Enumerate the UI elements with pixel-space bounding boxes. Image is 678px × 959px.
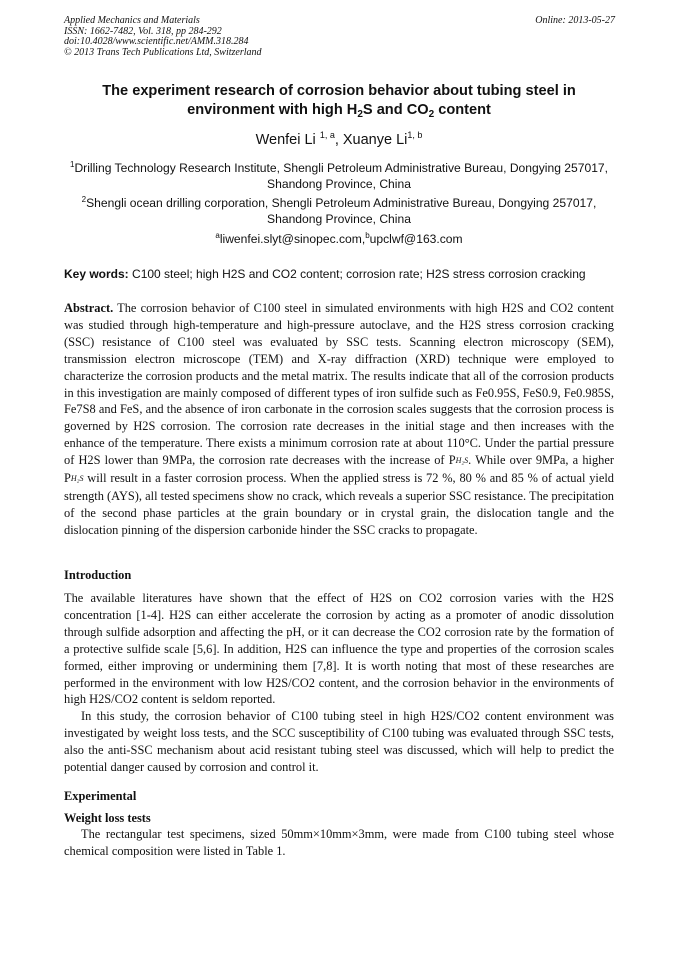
author-list: Wenfei Li $^{1, a}$, Xuanye Li$^{1, b}$ [255, 130, 423, 148]
abstract-label: Abstract. [64, 301, 114, 315]
author-1: Wenfei Li [255, 132, 320, 148]
keywords-label: Key words: [64, 267, 129, 281]
experimental-paragraph-1: The rectangular test specimens, sized 50mm×10mm×3mm, were made from C100 tubing steel whose chemical composition were listed in Table 1. [64, 827, 614, 858]
email-link-b[interactable]: upclwf@163.com [369, 232, 463, 246]
affiliation-1: $^1$Drilling Technology Research Institute, Shengli Petroleum Administrative Bureau, Dongying 257017, Shandong Province, China [70, 160, 609, 191]
abstract: Abstract. The corrosion behavior of C100 steel in simulated environments with high H2S and CO2 content was studied through high-temperature and high-pressure autoclave, and the H2S stress corrosion cracking (SSC) resistance of C100 steel was evaluated by SSC tests. Scanning electron microscopy (SEM), transmission electron microscope (TEM) and X-ray diffraction (XRD) technique were employed to characterize the corrosion products and the metal matrix. The results indicate that all of the corrosion products in this investigation are mainly composed of different types of iron sulfide such as Fe0.95S, FeS0.9, Fe0.985S, Fe7S8 and FeS, and the absence of iron carbonate in the corrosion scales suggests that the corrosion process is governed by H2S corrosion. The corrosion rate decreases in the initial stage and then increases with the enhance of the temperature. There exists a minimum corrosion rate at about 110°C. Under the partial pressure of H2S lower than 9MPa, the corrosion rate decreases with the increase of PH₂S. While over 9MPa, a higher PH₂S will result in a faster corrosion process. When the applied stress is 72 %, 80 % and 85 % of actual yield strength (AYS), all tested specimens show no crack, which reveals a superior SSC resistance. The precipitation of the second phase particles at the grain boundary or in crystal grain, the dislocation tangle and the dislocation pinning of the dispersion carbonide hinder the SSC cracks to propagate. [64, 301, 614, 537]
author-2: , Xuanye Li [334, 132, 408, 148]
affiliation-2: $^2$Shengli ocean drilling corporation, Shengli Petroleum Administrative Bureau, Dongying 257017, Shandong Province, China [81, 195, 597, 226]
weight-loss-subheading: Weight loss tests [64, 811, 151, 825]
copyright-line: © 2013 Trans Tech Publications Ltd, Switzerland [64, 46, 262, 58]
intro-paragraph-2: In this study, the corrosion behavior of C100 tubing steel in high H2S/CO2 content environment was investigated by weight loss tests, and the SCC susceptibility of C100 tubing was evaluated through SSC tests, also the anti-SSC mechanism about acid resistant tubing steel was discussed, which will help to predict the potential danger caused by corrosion and control it. [64, 709, 614, 775]
issn-line: ISSN: 1662-7482, Vol. 318, pp 284-292 [64, 25, 222, 37]
keywords-text: C100 steel; high H2S and CO2 content; corrosion rate; H2S stress corrosion cracking [128, 267, 586, 281]
online-date: Online: 2013-05-27 [535, 15, 615, 26]
journal-header [64, 16, 262, 58]
author-emails: $^a$liwenfei.slyt@sinopec.com,$^b$upclwf@163.com [215, 231, 463, 246]
journal-name: Applied Mechanics and Materials [64, 15, 200, 26]
email-link-a[interactable]: liwenfei.slyt@sinopec.com, [219, 232, 366, 246]
title-line-2: environment with high $H_2S$ and $CO_2$ content [187, 102, 491, 120]
introduction-heading: Introduction [64, 568, 132, 582]
keywords [64, 267, 616, 282]
paper-title [60, 82, 618, 120]
experimental-body [64, 826, 614, 860]
intro-paragraph-1: The available literatures have shown that the effect of H2S on CO2 corrosion varies with the H2S concentration [1-4]. H2S can either accelerate the corrosion by acting as a promoter of anodic dissolution through sulfide adsorption and affecting the pH, or it can decrease the CO2 corrosion rate by the formation of a protective sulfide scale [5,6]. In addition, H2S can influence the type and properties of the corrosion scales formed, either improving or undermining them [7,8]. It is worth noting that most of these researches are performed in the environment with low H2S/CO2 content, and the corrosion behavior in the environments of high H2S/CO2 content is seldom reported. [64, 591, 614, 707]
experimental-heading: Experimental [64, 789, 137, 803]
title-line-1: The experiment research of corrosion behavior about tubing steel in [102, 83, 576, 99]
introduction-body [64, 590, 614, 776]
doi-line: doi:10.4028/www.scientific.net/AMM.318.284 [64, 36, 249, 48]
